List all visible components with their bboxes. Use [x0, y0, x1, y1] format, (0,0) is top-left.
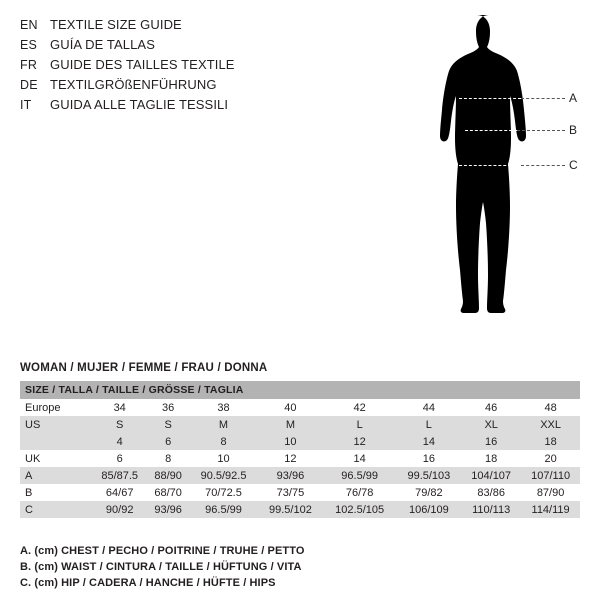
cell: 70/72.5	[189, 484, 258, 501]
language-row	[20, 56, 340, 74]
cell: 14	[323, 450, 397, 467]
cell: 90/92	[92, 501, 147, 518]
cell: 12	[258, 450, 323, 467]
cell: L	[397, 416, 462, 433]
row-label	[20, 433, 92, 450]
row-label: A	[20, 467, 92, 484]
cell: 83/86	[461, 484, 521, 501]
cell: M	[258, 416, 323, 433]
measure-line-b-inner	[465, 130, 517, 131]
legend-line-a: A. (cm) CHEST / PECHO / POITRINE / TRUHE / PETTO	[20, 545, 305, 557]
cell: XXL	[521, 416, 580, 433]
table-row	[20, 484, 580, 501]
measure-line-c-outer	[521, 165, 565, 166]
cell: 99.5/103	[397, 467, 462, 484]
measure-label-b: B	[569, 123, 578, 137]
language-code: DE	[20, 78, 38, 92]
table-row	[20, 399, 580, 416]
language-code: IT	[20, 98, 32, 112]
table-header-row	[20, 381, 580, 399]
table-row	[20, 416, 580, 433]
cell: 8	[189, 433, 258, 450]
cell: S	[147, 416, 189, 433]
table-header-label: SIZE / TALLA / TAILLE / GRÖSSE / TAGLIA	[20, 381, 580, 399]
cell: 114/119	[521, 501, 580, 518]
cell: 48	[521, 399, 580, 416]
language-code: EN	[20, 18, 38, 32]
language-title: TEXTILE SIZE GUIDE	[50, 17, 182, 32]
row-label: UK	[20, 450, 92, 467]
cell: 73/75	[258, 484, 323, 501]
table-row	[20, 450, 580, 467]
legend-line-c: C. (cm) HIP / CADERA / HANCHE / HÜFTE / HIPS	[20, 577, 276, 589]
cell: 96.5/99	[323, 467, 397, 484]
cell: 18	[461, 450, 521, 467]
cell: 93/96	[147, 501, 189, 518]
language-row	[20, 76, 340, 94]
cell: 12	[323, 433, 397, 450]
cell: 85/87.5	[92, 467, 147, 484]
row-label: Europe	[20, 399, 92, 416]
cell: 10	[258, 433, 323, 450]
cell: 44	[397, 399, 462, 416]
cell: 6	[92, 450, 147, 467]
cell: M	[189, 416, 258, 433]
cell: 20	[521, 450, 580, 467]
cell: 36	[147, 399, 189, 416]
language-row	[20, 36, 340, 54]
cell: L	[323, 416, 397, 433]
cell: 90.5/92.5	[189, 467, 258, 484]
language-code: FR	[20, 58, 38, 72]
cell: 88/90	[147, 467, 189, 484]
cell: 104/107	[461, 467, 521, 484]
table-row	[20, 467, 580, 484]
cell: 14	[397, 433, 462, 450]
cell: 64/67	[92, 484, 147, 501]
language-row	[20, 96, 340, 114]
cell: 93/96	[258, 467, 323, 484]
cell: 79/82	[397, 484, 462, 501]
cell: 96.5/99	[189, 501, 258, 518]
cell: 68/70	[147, 484, 189, 501]
cell: 106/109	[397, 501, 462, 518]
cell: 6	[147, 433, 189, 450]
cell: 34	[92, 399, 147, 416]
cell: 18	[521, 433, 580, 450]
cell: 87/90	[521, 484, 580, 501]
legend-line-b: B. (cm) WAIST / CINTURA / TAILLE / HÜFTUNG / VITA	[20, 561, 302, 573]
measure-label-a: A	[569, 91, 578, 105]
cell: 16	[461, 433, 521, 450]
measure-line-a-outer	[521, 98, 565, 99]
cell: S	[92, 416, 147, 433]
cell: 46	[461, 399, 521, 416]
cell: 107/110	[521, 467, 580, 484]
cell: 16	[397, 450, 462, 467]
cell: 42	[323, 399, 397, 416]
measure-label-c: C	[569, 158, 578, 172]
row-label: B	[20, 484, 92, 501]
language-row	[20, 16, 340, 34]
language-title: GUIDA ALLE TAGLIE TESSILI	[50, 97, 229, 112]
measure-line-a-inner	[459, 98, 521, 99]
size-table	[20, 381, 580, 518]
cell: 99.5/102	[258, 501, 323, 518]
measure-line-c-inner	[459, 165, 521, 166]
measure-line-b-outer	[517, 130, 565, 131]
measurement-legend	[20, 545, 580, 593]
language-title: GUIDE DES TAILLES TEXTILE	[50, 57, 235, 72]
cell: 4	[92, 433, 147, 450]
language-title: TEXTILGRÖßENFÜHRUNG	[50, 77, 217, 92]
cell: 10	[189, 450, 258, 467]
language-code: ES	[20, 38, 38, 52]
cell: 38	[189, 399, 258, 416]
row-label: US	[20, 416, 92, 433]
cell: 8	[147, 450, 189, 467]
language-list	[20, 16, 340, 116]
language-title: GUÍA DE TALLAS	[50, 37, 155, 52]
row-label: C	[20, 501, 92, 518]
table-row	[20, 433, 580, 450]
cell: 110/113	[461, 501, 521, 518]
section-title-woman: WOMAN / MUJER / FEMME / FRAU / DONNA	[20, 362, 268, 374]
cell: 102.5/105	[323, 501, 397, 518]
table-row	[20, 501, 580, 518]
silhouette-icon	[415, 10, 590, 370]
cell: XL	[461, 416, 521, 433]
cell: 40	[258, 399, 323, 416]
female-silhouette-figure	[415, 10, 590, 370]
cell: 76/78	[323, 484, 397, 501]
